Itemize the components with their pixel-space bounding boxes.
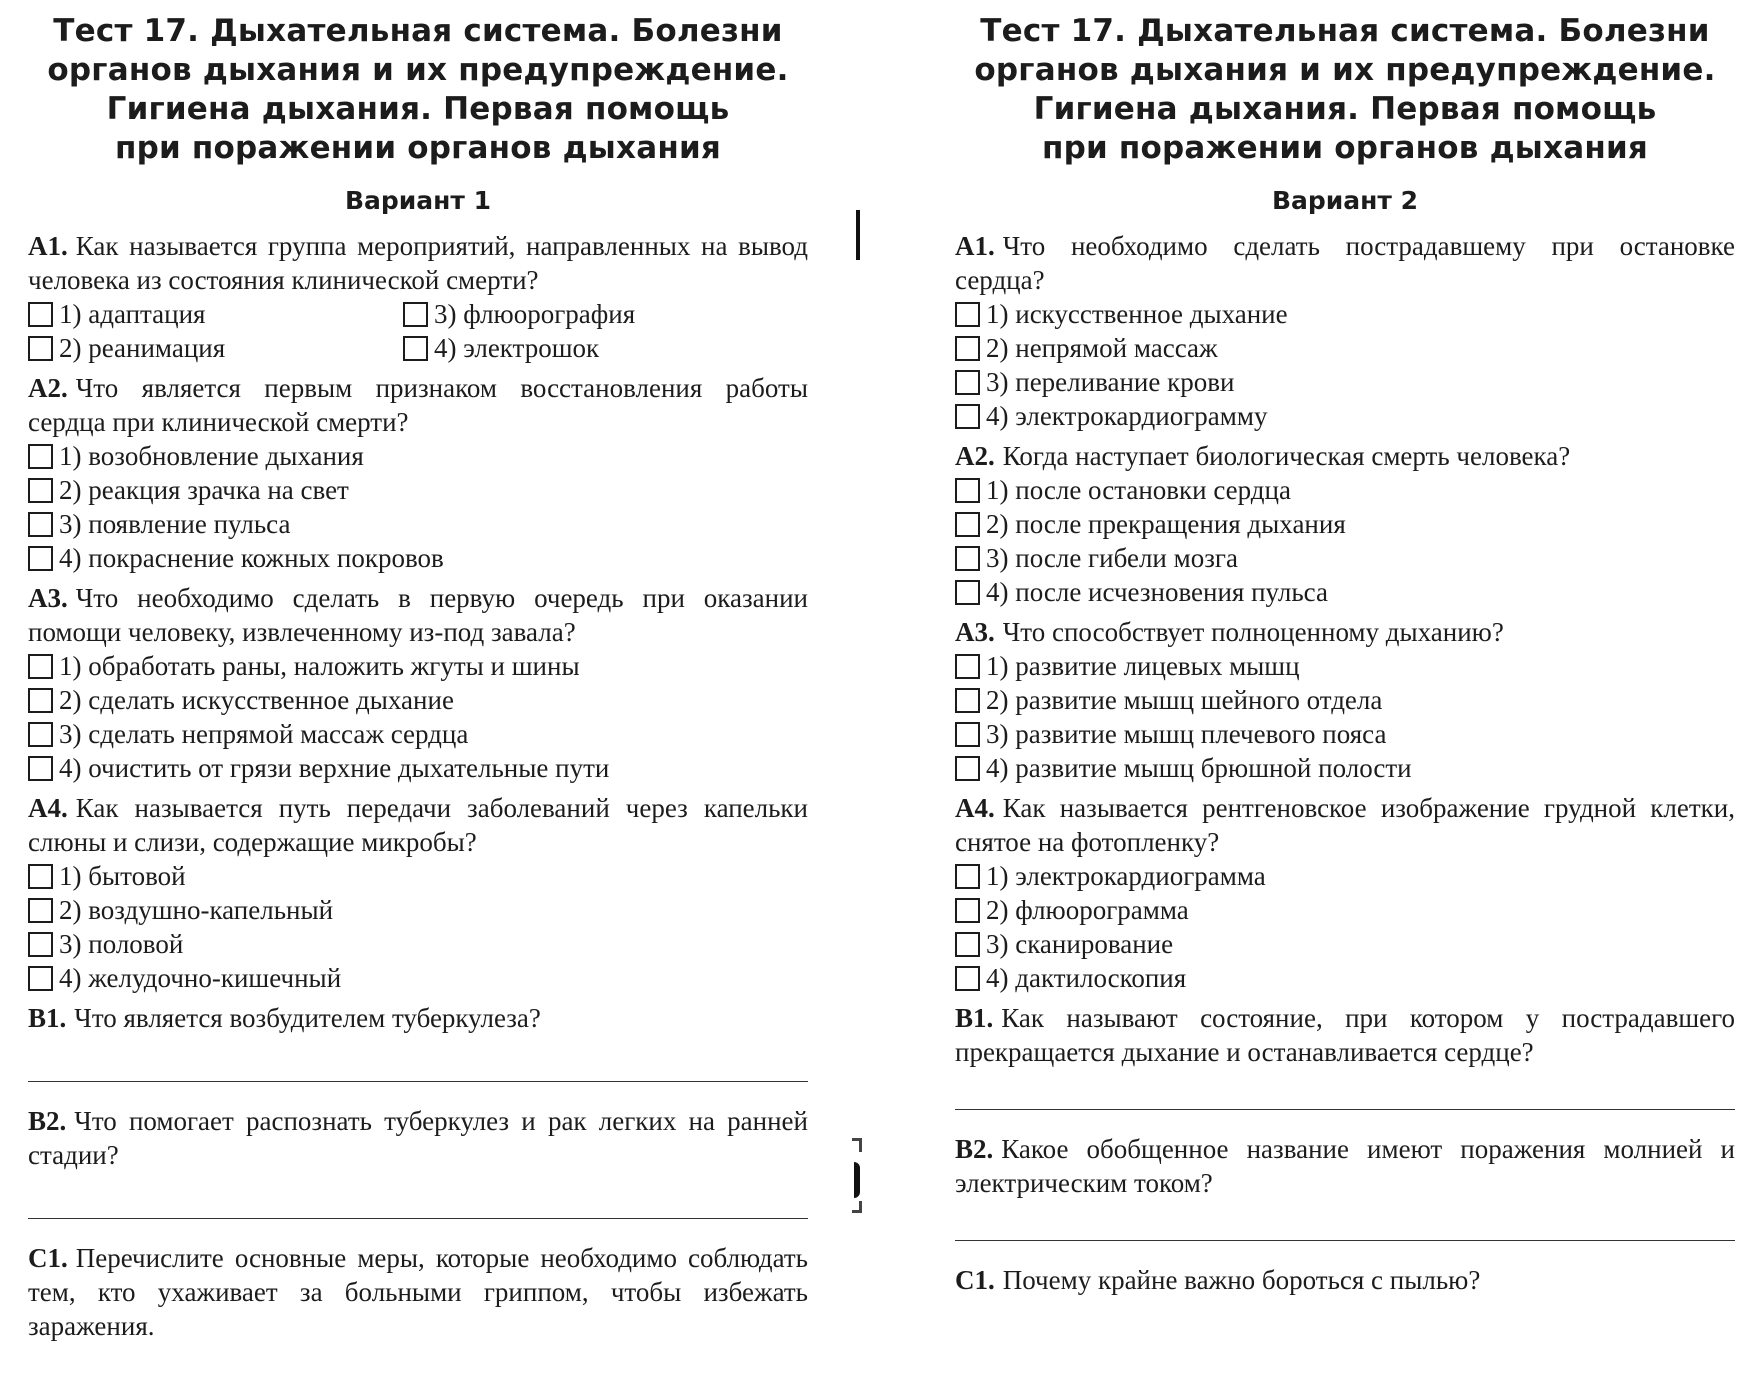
- question-list: [955, 229, 1735, 1297]
- checkbox[interactable]: [955, 302, 980, 327]
- question-number: A3.: [28, 583, 68, 613]
- answer-options: [28, 859, 808, 995]
- question-text: Что необходимо сделать в первую очередь при оказании помощи человеку, извлеченному из-под завала?: [28, 583, 808, 647]
- option-label: 2) сделать искусственное дыхание: [59, 685, 454, 715]
- answer-option[interactable]: [28, 751, 808, 785]
- test-title: Тест 17. Дыхательная система. Болезни органов дыхания и их предупреждение. Гигиена дыхания. Первая помощь при поражении органов дыхания: [974, 13, 1716, 166]
- question-number: A2.: [28, 373, 68, 403]
- question-text: Когда наступает биологическая смерть человека?: [1002, 441, 1571, 471]
- checkbox[interactable]: [28, 722, 53, 747]
- option-label: 1) развитие лицевых мышц: [986, 651, 1300, 681]
- option-label: 1) искусственное дыхание: [986, 299, 1288, 329]
- variant-label: Вариант 1: [344, 186, 492, 215]
- option-label: 4) электрошок: [434, 333, 600, 363]
- answer-option[interactable]: [28, 439, 808, 473]
- answer-option[interactable]: [955, 927, 1735, 961]
- question-text: Что является возбудителем туберкулеза?: [74, 1003, 541, 1033]
- variant-label: Вариант 2: [1271, 186, 1419, 215]
- question-number: A3.: [955, 617, 995, 647]
- answer-option[interactable]: [955, 649, 1735, 683]
- question-a3: [28, 581, 808, 649]
- option-label: 2) непрямой массаж: [986, 333, 1218, 363]
- checkbox[interactable]: [955, 654, 980, 679]
- fold-mark: [856, 210, 860, 260]
- question-c1: [28, 1241, 808, 1343]
- question-text: Почему крайне важно бороться с пылью?: [1002, 1265, 1481, 1295]
- answer-option[interactable]: [955, 541, 1735, 575]
- answer-option[interactable]: [955, 331, 1735, 365]
- question-number: B1.: [28, 1003, 67, 1033]
- question-text: Что является первым признаком восстановления работы сердца при клинической смерти?: [28, 373, 808, 437]
- checkbox[interactable]: [955, 336, 980, 361]
- question-b2: [28, 1104, 808, 1172]
- question-number: A4.: [28, 793, 68, 823]
- option-label: 2) развитие мышц шейного отдела: [986, 685, 1383, 715]
- answer-options: [28, 649, 808, 785]
- option-label: 2) реанимация: [59, 333, 226, 363]
- checkbox[interactable]: [28, 546, 53, 571]
- checkbox[interactable]: [28, 932, 53, 957]
- question-b2: [955, 1132, 1735, 1200]
- checkbox[interactable]: [28, 966, 53, 991]
- answer-option[interactable]: [28, 893, 808, 927]
- answer-options: [955, 473, 1735, 609]
- question-number: A1.: [955, 231, 995, 261]
- checkbox[interactable]: [955, 864, 980, 889]
- answer-options: [28, 297, 808, 365]
- answer-option[interactable]: [28, 683, 808, 717]
- checkbox[interactable]: [955, 756, 980, 781]
- option-label: 2) воздушно-капельный: [59, 895, 334, 925]
- question-text: Как называется рентгеновское изображение грудной клетки, снятое на фотопленку?: [955, 793, 1735, 857]
- question-list: [28, 229, 808, 1343]
- variant-2-page: [955, 0, 1735, 1297]
- answer-option[interactable]: [28, 541, 808, 575]
- question-a4: [955, 791, 1735, 859]
- option-label: 3) половой: [59, 929, 184, 959]
- checkbox[interactable]: [955, 722, 980, 747]
- answer-option[interactable]: [955, 575, 1735, 609]
- question-number: C1.: [28, 1243, 68, 1273]
- option-label: 1) электрокардиограмма: [986, 861, 1266, 891]
- question-number: A4.: [955, 793, 995, 823]
- answer-option[interactable]: [28, 927, 808, 961]
- option-label: 2) реакция зрачка на свет: [59, 475, 349, 505]
- option-label: 4) дактилоскопия: [986, 963, 1187, 993]
- option-label: 4) развитие мышц брюшной полости: [986, 753, 1412, 783]
- checkbox[interactable]: [28, 688, 53, 713]
- checkbox[interactable]: [955, 688, 980, 713]
- answer-options: [955, 297, 1735, 433]
- answer-option[interactable]: [955, 399, 1735, 433]
- answer-options: [28, 439, 808, 575]
- question-text: Что необходимо сделать пострадавшему при остановке сердца?: [955, 231, 1735, 295]
- option-label: 4) электрокардиограмму: [986, 401, 1268, 431]
- answer-option[interactable]: [955, 507, 1735, 541]
- answer-option[interactable]: [955, 365, 1735, 399]
- question-text: Что способствует полноценному дыханию?: [1002, 617, 1504, 647]
- answer-option[interactable]: [28, 859, 808, 893]
- option-label: 1) адаптация: [59, 299, 206, 329]
- answer-option[interactable]: [28, 717, 808, 751]
- answer-option[interactable]: [955, 893, 1735, 927]
- answer-option[interactable]: [28, 331, 403, 365]
- answer-option[interactable]: [955, 859, 1735, 893]
- answer-option[interactable]: [28, 961, 808, 995]
- question-number: A1.: [28, 231, 68, 261]
- option-label: 3) сканирование: [986, 929, 1174, 959]
- checkbox[interactable]: [955, 898, 980, 923]
- checkbox[interactable]: [28, 512, 53, 537]
- answer-option[interactable]: [28, 473, 808, 507]
- option-label: 1) бытовой: [59, 861, 186, 891]
- answer-line[interactable]: [28, 1081, 808, 1082]
- question-a2: [955, 439, 1735, 473]
- option-label: 3) развитие мышц плечевого пояса: [986, 719, 1387, 749]
- option-label: 4) желудочно-кишечный: [59, 963, 342, 993]
- question-number: B2.: [955, 1134, 994, 1164]
- answer-line[interactable]: [955, 1109, 1735, 1110]
- option-label: 1) обработать раны, наложить жгуты и шины: [59, 651, 580, 681]
- checkbox[interactable]: [955, 966, 980, 991]
- checkbox[interactable]: [955, 580, 980, 605]
- option-label: 3) флюорография: [434, 299, 636, 329]
- answer-option[interactable]: [955, 297, 1735, 331]
- question-text: Перечислите основные меры, которые необходимо соблюдать тем, кто ухаживает за больными гриппом, чтобы избежать заражения.: [28, 1243, 808, 1341]
- answer-option[interactable]: [28, 507, 808, 541]
- variant-1-page: [28, 0, 808, 1343]
- answer-options: [955, 649, 1735, 785]
- checkbox[interactable]: [28, 654, 53, 679]
- answer-line[interactable]: [955, 1240, 1735, 1241]
- question-b1: [955, 1001, 1735, 1069]
- answer-options: [955, 859, 1735, 995]
- checkbox[interactable]: [28, 444, 53, 469]
- checkbox[interactable]: [955, 546, 980, 571]
- answer-option[interactable]: [403, 331, 778, 365]
- checkbox[interactable]: [955, 370, 980, 395]
- question-number: C1.: [955, 1265, 995, 1295]
- option-label: 2) флюорограмма: [986, 895, 1189, 925]
- answer-option[interactable]: [28, 297, 403, 331]
- question-a3: [955, 615, 1735, 649]
- option-label: 4) покраснение кожных покровов: [59, 543, 444, 573]
- question-text: Как называют состояние, при котором у пострадавшего прекращается дыхание и останавливается сердце?: [955, 1003, 1735, 1067]
- question-text: Как называется путь передачи заболеваний через капельки слюны и слизи, содержащие микробы?: [28, 793, 808, 857]
- checkbox[interactable]: [955, 404, 980, 429]
- fold-mark: [859, 1201, 862, 1213]
- option-label: 3) переливание крови: [986, 367, 1235, 397]
- test-title: Тест 17. Дыхательная система. Болезни органов дыхания и их предупреждение. Гигиена дыхания. Первая помощь при поражении органов дыхания: [47, 13, 789, 166]
- checkbox[interactable]: [28, 478, 53, 503]
- answer-option[interactable]: [955, 961, 1735, 995]
- answer-option[interactable]: [28, 649, 808, 683]
- question-text: Как называется группа мероприятий, направленных на вывод человека из состояния клинической смерти?: [28, 231, 808, 295]
- question-b1: [28, 1001, 808, 1035]
- checkbox[interactable]: [28, 756, 53, 781]
- option-label: 1) возобновление дыхания: [59, 441, 364, 471]
- option-label: 1) после остановки сердца: [986, 475, 1291, 505]
- checkbox[interactable]: [403, 336, 428, 361]
- checkbox[interactable]: [403, 302, 428, 327]
- answer-option[interactable]: [955, 751, 1735, 785]
- checkbox[interactable]: [955, 478, 980, 503]
- checkbox[interactable]: [955, 932, 980, 957]
- checkbox[interactable]: [28, 336, 53, 361]
- question-number: B2.: [28, 1106, 67, 1136]
- answer-option[interactable]: [955, 683, 1735, 717]
- fold-mark: [854, 1162, 860, 1198]
- question-text: Что помогает распознать туберкулез и рак легких на ранней стадии?: [28, 1106, 808, 1170]
- question-number: B1.: [955, 1003, 994, 1033]
- option-label: 4) очистить от грязи верхние дыхательные пути: [59, 753, 610, 783]
- question-a1: [28, 229, 808, 297]
- question-a4: [28, 791, 808, 859]
- option-label: 3) сделать непрямой массаж сердца: [59, 719, 469, 749]
- question-c1: [955, 1263, 1735, 1297]
- option-label: 2) после прекращения дыхания: [986, 509, 1346, 539]
- checkbox[interactable]: [28, 302, 53, 327]
- answer-line[interactable]: [28, 1218, 808, 1219]
- question-text: Какое обобщенное название имеют поражения молнией и электрическим током?: [955, 1134, 1735, 1198]
- answer-option[interactable]: [403, 297, 778, 331]
- option-label: 3) появление пульса: [59, 509, 291, 539]
- checkbox[interactable]: [28, 864, 53, 889]
- question-number: A2.: [955, 441, 995, 471]
- question-a2: [28, 371, 808, 439]
- option-label: 3) после гибели мозга: [986, 543, 1238, 573]
- checkbox[interactable]: [955, 512, 980, 537]
- answer-option[interactable]: [955, 717, 1735, 751]
- fold-mark: [859, 1138, 862, 1152]
- question-a1: [955, 229, 1735, 297]
- checkbox[interactable]: [28, 898, 53, 923]
- answer-option[interactable]: [955, 473, 1735, 507]
- option-label: 4) после исчезновения пульса: [986, 577, 1328, 607]
